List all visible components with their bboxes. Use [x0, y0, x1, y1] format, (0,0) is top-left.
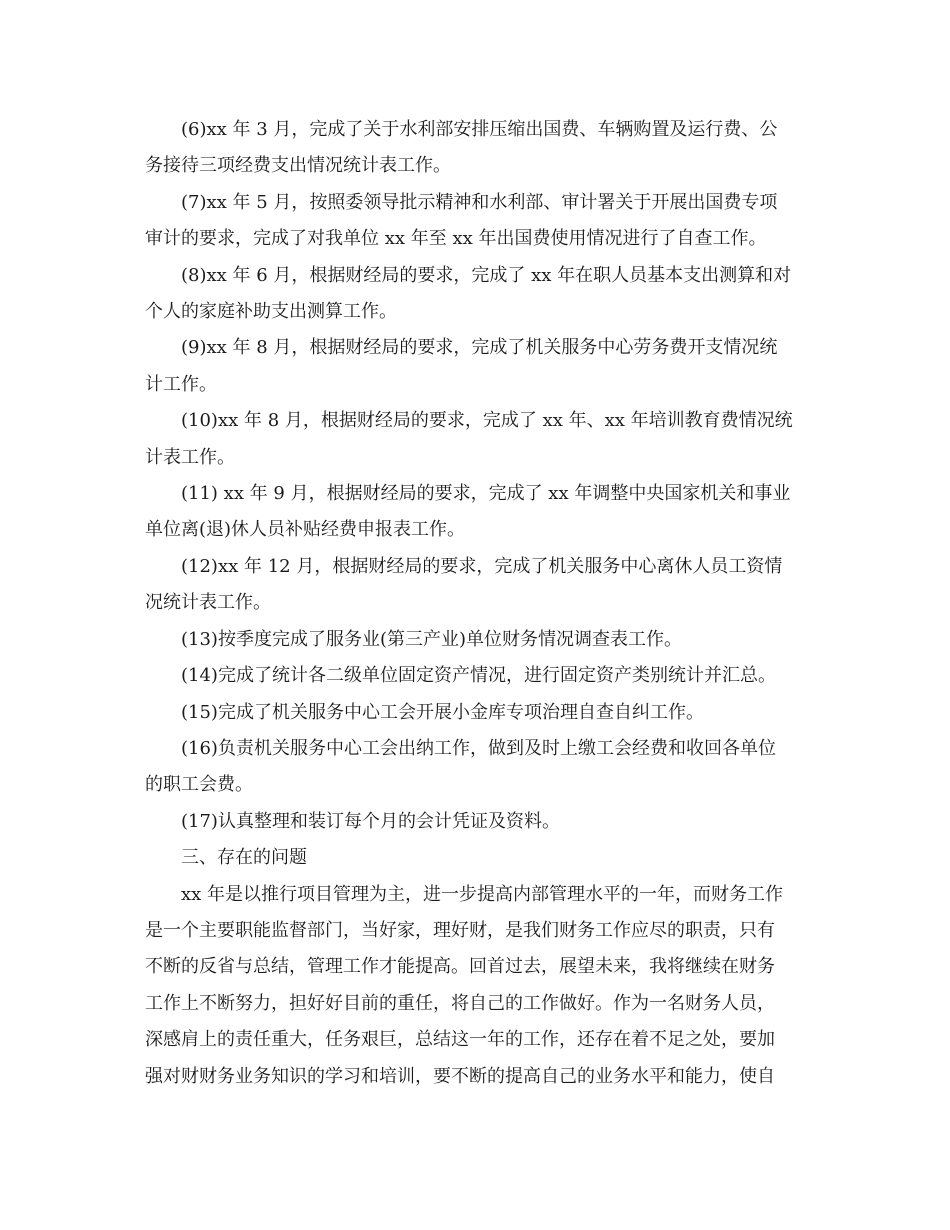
- text-line: 单位离(退)休人员补贴经费申报表工作。: [145, 519, 466, 541]
- document-page: [145, 112, 803, 1095]
- paragraph: [145, 804, 803, 840]
- text-line: 是一个主要职能监督部门，当好家，理好财，是我们财务工作应尽的职责，只有: [145, 919, 775, 941]
- paragraph: [145, 185, 803, 258]
- text-line: 深感肩上的责任重大，任务艰巨，总结这一年的工作，还存在着不足之处，要加: [145, 1029, 775, 1051]
- text-line: (8)xx 年 6 月，根据财经局的要求，完成了 xx 年在职人员基本支出测算和对: [181, 264, 792, 286]
- text-line: (6)xx 年 3 月，完成了关于水利部安排压缩出国费、车辆购置及运行费、公: [181, 119, 778, 140]
- paragraph: [145, 403, 803, 476]
- text-line: 审计的要求，完成了对我单位 xx 年至 xx 年出国费使用情况进行了自查工作。: [145, 228, 767, 250]
- paragraph: [145, 840, 803, 876]
- text-line: (10)xx 年 8 月，根据财经局的要求，完成了 xx 年、xx 年培训教育费情况统: [181, 410, 793, 432]
- paragraph: [145, 658, 803, 694]
- text-line: 工作上不断努力，担好好目前的重任，将自己的工作做好。作为一名财务人员，: [145, 992, 775, 1014]
- text-line: (15)完成了机关服务中心工会开展小金库专项治理自查自纠工作。: [181, 701, 704, 723]
- paragraph: [145, 622, 803, 658]
- text-line: 个人的家庭补助支出测算工作。: [145, 301, 397, 323]
- text-line: (9)xx 年 8 月，根据财经局的要求，完成了机关服务中心劳务费开支情况统: [181, 337, 778, 359]
- text-line: (17)认真整理和装订每个月的会计凭证及资料。: [181, 810, 560, 832]
- text-line: (11) xx 年 9 月，根据财经局的要求，完成了 xx 年调整中央国家机关和事业: [181, 483, 791, 505]
- paragraph: [145, 695, 803, 731]
- text-line: 的职工会费。: [145, 774, 253, 796]
- text-line: (12)xx 年 12 月，根据财经局的要求，完成了机关服务中心离休人员工资情: [181, 555, 783, 577]
- text-line: xx 年是以推行项目管理为主，进一步提高内部管理水平的一年，而财务工作: [181, 883, 784, 905]
- paragraph: [145, 549, 803, 622]
- text-line: 况统计表工作。: [145, 592, 271, 614]
- text-line: 强对财财务业务知识的学习和培训，要不断的提高自己的业务水平和能力，使自: [145, 1065, 775, 1087]
- text-line: (13)按季度完成了服务业(第三产业)单位财务情况调查表工作。: [181, 628, 682, 650]
- text-line: (16)负责机关服务中心工会出纳工作，做到及时上缴工会经费和收回各单位: [181, 737, 776, 759]
- text-line: 三、存在的问题: [181, 847, 307, 869]
- text-line: 不断的反省与总结，管理工作才能提高。回首过去，展望未来，我将继续在财务: [145, 956, 775, 978]
- text-line: 计表工作。: [145, 446, 235, 468]
- paragraph: [145, 877, 803, 1095]
- text-line: 计工作。: [145, 373, 217, 395]
- paragraph: [145, 731, 803, 804]
- text-line: (14)完成了统计各二级单位固定资产情况，进行固定资产类别统计并汇总。: [181, 665, 776, 687]
- paragraph: [145, 476, 803, 549]
- paragraph: [145, 112, 803, 185]
- text-line: 务接待三项经费支出情况统计表工作。: [145, 155, 451, 177]
- paragraph: [145, 258, 803, 331]
- paragraph: [145, 330, 803, 403]
- text-line: (7)xx 年 5 月，按照委领导批示精神和水利部、审计署关于开展出国费专项: [181, 191, 778, 213]
